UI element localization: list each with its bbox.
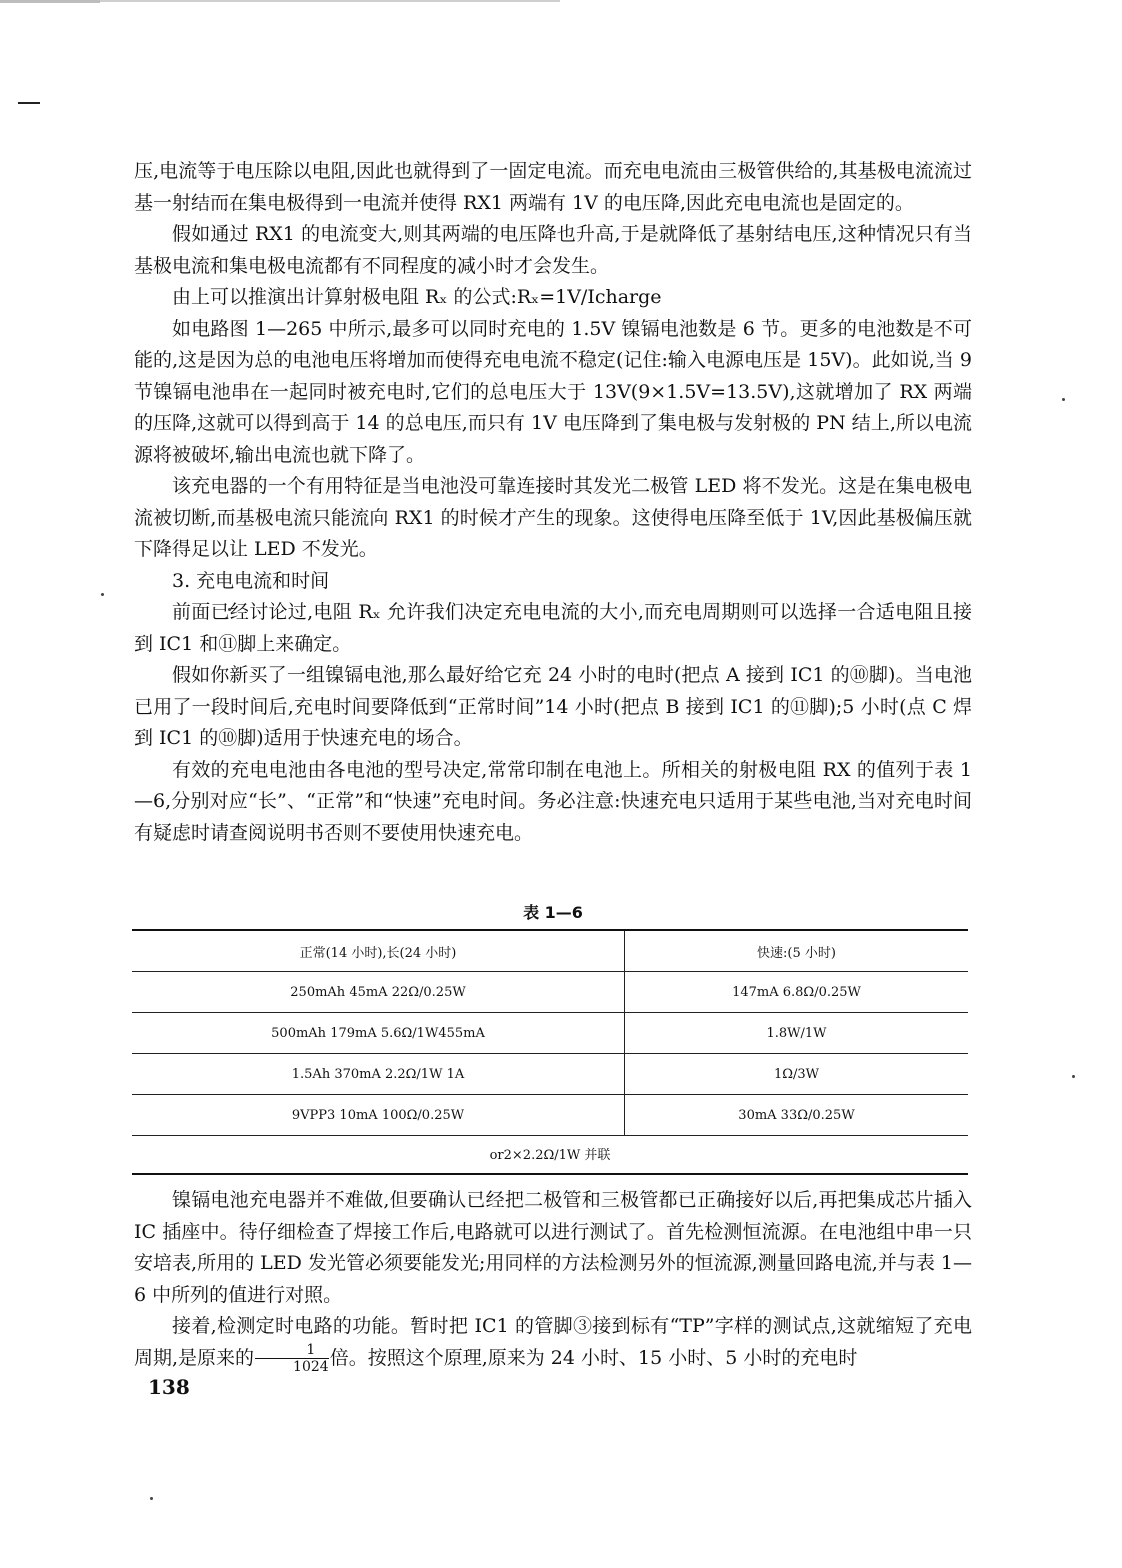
- paragraph: 镍镉电池充电器并不难做,但要确认已经把二极管和三极管都已正确接好以后,再把集成芯片插入 IC 插座中。待仔细检查了焊接工作后,电路就可以进行测试了。首先检测恒流源。在电池组中串一只安培表,所用的 LED 发光管必须要能发光;用同样的方法检测另外的恒流源,测量回路电流,并与表 1—6 中所列的值进行对照。: [134, 1189, 972, 1306]
- table-cell: 500mAh 179mA 5.6Ω/1W455mA: [132, 1013, 625, 1054]
- paragraph: 该充电器的一个有用特征是当电池没可靠连接时其发光二极管 LED 将不发光。这是在集电极电流被切断,而基极电流只能流向 RX1 的时候才产生的现象。这使得电压降至低于 1V,因此基极偏压就下降得足以让 LED 不发光。: [134, 475, 972, 560]
- table-header-cell: 正常(14 小时),长(24 小时): [132, 930, 625, 972]
- body-text-top: [134, 156, 972, 849]
- table-cell: 30mA 33Ω/0.25W: [738, 1107, 855, 1123]
- scan-speck: [150, 1497, 153, 1500]
- scan-speck: [1062, 398, 1065, 401]
- scan-edge-line-dark: [0, 0, 100, 3]
- fraction: [255, 1343, 329, 1374]
- table-cell: 9VPP3 10mA 100Ω/0.25W: [132, 1095, 625, 1136]
- paragraph: 有效的充电电池由各电池的型号决定,常常印制在电池上。所相关的射极电阻 RX 的值列于表 1—6,分别对应“长”、“正常”和“快速”充电时间。务必注意:快速充电只适用于某些电池,当对充电时间有疑虑时请查阅说明书否则不要使用快速充电。: [134, 758, 972, 844]
- table-title: 表 1—6: [523, 903, 583, 922]
- table-footnote: or2×2.2Ω/1W 并联: [489, 1148, 611, 1163]
- paragraph-text: 倍。按照这个原理,原来为 24 小时、15 小时、5 小时的充电时: [329, 1346, 858, 1369]
- paragraph: 假如通过 RX1 的电流变大,则其两端的电压降也升高,于是就降低了基射结电压,这种情况只有当基极电流和集电极电流都有不同程度的减小时才会发生。: [134, 223, 972, 277]
- paragraph: 由上可以推演出计算射极电阻 Rₓ 的公式:Rₓ=1V/Icharge: [172, 286, 662, 308]
- table-cell: 250mAh 45mA 22Ω/0.25W: [132, 972, 625, 1013]
- table-row: [132, 1054, 968, 1095]
- scan-speck: [1072, 1075, 1075, 1078]
- table-row: [132, 1013, 968, 1054]
- paragraph: 假如你新买了一组镍镉电池,那么最好给它充 24 小时的电时(把点 A 接到 IC1 的⑩脚)。当电池已用了一段时间后,充电时间要降低到“正常时间”14 小时(把点 B 接到 IC1 的⑪脚);5 小时(点 C 焊到 IC1 的⑩脚)适用于快速充电的场合。: [134, 664, 972, 749]
- paragraph-text: 接着,检测定时电路的功能。暂时把 IC1 的管脚③接到标有“TP”字样的测试点,这就缩短了充电周期,是原来的: [134, 1315, 972, 1369]
- table-header-row: [132, 930, 968, 972]
- body-text-bottom: [134, 1185, 972, 1374]
- data-table: [132, 929, 968, 1136]
- table-row: [132, 1095, 968, 1136]
- scan-speck: [101, 593, 104, 596]
- table-cell: 1Ω/3W: [773, 1066, 820, 1082]
- table-bottom-rule: [132, 1173, 968, 1175]
- paragraph: 压,电流等于电压除以电阻,因此也就得到了一固定电流。而充电电流由三极管供给的,其基极电流流过基一射结而在集电极得到一电流并使得 RX1 两端有 1V 的电压降,因此充电电流也是固定的。: [134, 160, 972, 214]
- paragraph-with-fraction: [134, 1311, 972, 1374]
- paragraph: 前面已经讨论过,电阻 Rₓ 允许我们决定充电电流的大小,而充电周期则可以选择一合适电阻且接到 IC1 和⑪脚上来确定。: [134, 601, 972, 655]
- table-cell: 1.8W/1W: [766, 1025, 827, 1041]
- scan-margin-mark: [18, 102, 40, 104]
- table-header-cell: 快速:(5 小时): [757, 945, 836, 961]
- paragraph: 如电路图 1—265 中所示,最多可以同时充电的 1.5V 镍镉电池数是 6 节。更多的电池数是不可能的,这是因为总的电池电压将增加而使得充电电流不稳定(记住:输入电源电压是 15V)。此如说,当 9 节镍镉电池串在一起同时被充电时,它们的总电压大于 13V(9×1.5V=13.5V),这就增加了 RX 两端的压降,这就可以得到高于 14 的总电压,而只有 1V 电压降到了集电极与发射极的 PN 结上,所以电流源将被破坏,输出电流也就下降了。: [134, 317, 972, 466]
- fraction-denominator: 1024: [293, 1359, 329, 1375]
- page-number: 138: [148, 1375, 190, 1399]
- section-heading: 3. 充电电流和时间: [172, 569, 330, 592]
- table-row: [132, 972, 968, 1013]
- table-cell: 147mA 6.8Ω/0.25W: [732, 984, 861, 1000]
- table-cell: 1.5Ah 370mA 2.2Ω/1W 1A: [132, 1054, 625, 1095]
- fraction-numerator: 1: [255, 1343, 329, 1359]
